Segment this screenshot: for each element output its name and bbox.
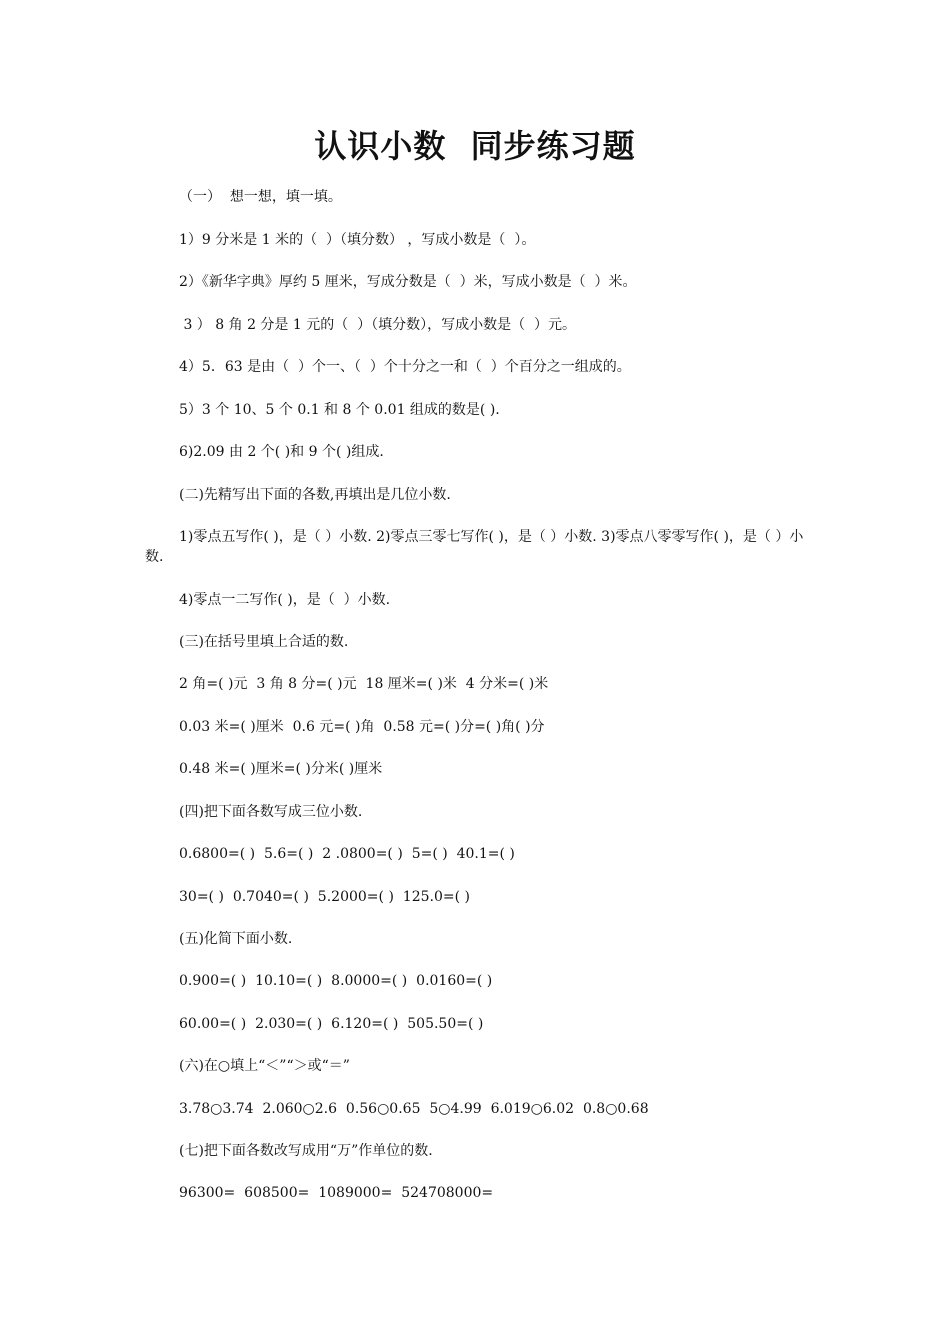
exercise-4-row-2: 30=( ) 0.7040=( ) 5.2000=( ) 125.0=( ) [179,889,470,905]
section-2-heading: (二)先精写出下面的各数,再填出是几位小数. [179,487,451,503]
exercise-3-row-3: 0.48 米=( )厘米=( )分米( )厘米 [179,761,383,777]
exercise-5-row-2: 60.00=( ) 2.030=( ) 6.120=( ) 505.50=( ) [179,1016,484,1032]
question-1-6: 6)2.09 由 2 个( )和 9 个( )组成. [179,444,384,460]
exercise-3-row-1: 2 角=( )元 3 角 8 分=( )元 18 厘米=( )米 4 分米=( )米 [179,676,549,692]
section-6-heading: (六)在○填上“＜”“＞或“＝” [179,1058,350,1074]
question-1-5: 5）3 个 10、5 个 0.1 和 8 个 0.01 组成的数是( ). [179,402,500,418]
section-5-heading: (五)化简下面小数. [179,931,293,947]
exercise-7-row-1: 96300= 608500= 1089000= 524708000= [179,1185,494,1201]
question-1-1: 1）9 分米是 1 米的（ ）（填分数） ，写成小数是（ ）。 [179,232,536,248]
section-3-heading: (三)在括号里填上合适的数. [179,634,349,650]
exercise-5-row-1: 0.900=( ) 10.10=( ) 8.0000=( ) 0.0160=( ) [179,973,493,989]
question-1-3: 3 ） 8 角 2 分是 1 元的（ ）（填分数），写成小数是（ ）元。 [179,317,577,333]
section-7-heading: (七)把下面各数改写成用“万”作单位的数. [179,1143,433,1159]
exercise-4-row-1: 0.6800=( ) 5.6=( ) 2 .0800=( ) 5=( ) 40.1=( ) [179,846,515,862]
question-2-2: 4)零点一二写作( )，是（ ）小数. [179,592,391,608]
question-1-4: 4）5．63 是由（ ）个一、（ ）个十分之一和（ ）个百分之一组成的。 [179,359,631,375]
exercise-3-row-2: 0.03 米=( )厘米 0.6 元=( )角 0.58 元=( )分=( )角( )分 [179,719,545,735]
section-1-heading: （一） 想一想，填一填。 [179,189,342,205]
section-4-heading: (四)把下面各数写成三位小数. [179,804,363,820]
question-1-2: 2）《新华字典》厚约 5 厘米，写成分数是（ ）米，写成小数是（ ）米。 [179,274,637,290]
question-2-1: 1)零点五写作( )，是（ ）小数. 2)零点三零七写作( )，是（ ）小数. 3)零点八零零写作( )，是（ ）小数. [145,529,804,565]
page-title: 认识小数 同步练习题 [314,127,636,165]
exercise-6-row-1: 3.78○3.74 2.060○2.6 0.56○0.65 5○4.99 6.019○6.02 0.8○0.68 [179,1101,649,1117]
